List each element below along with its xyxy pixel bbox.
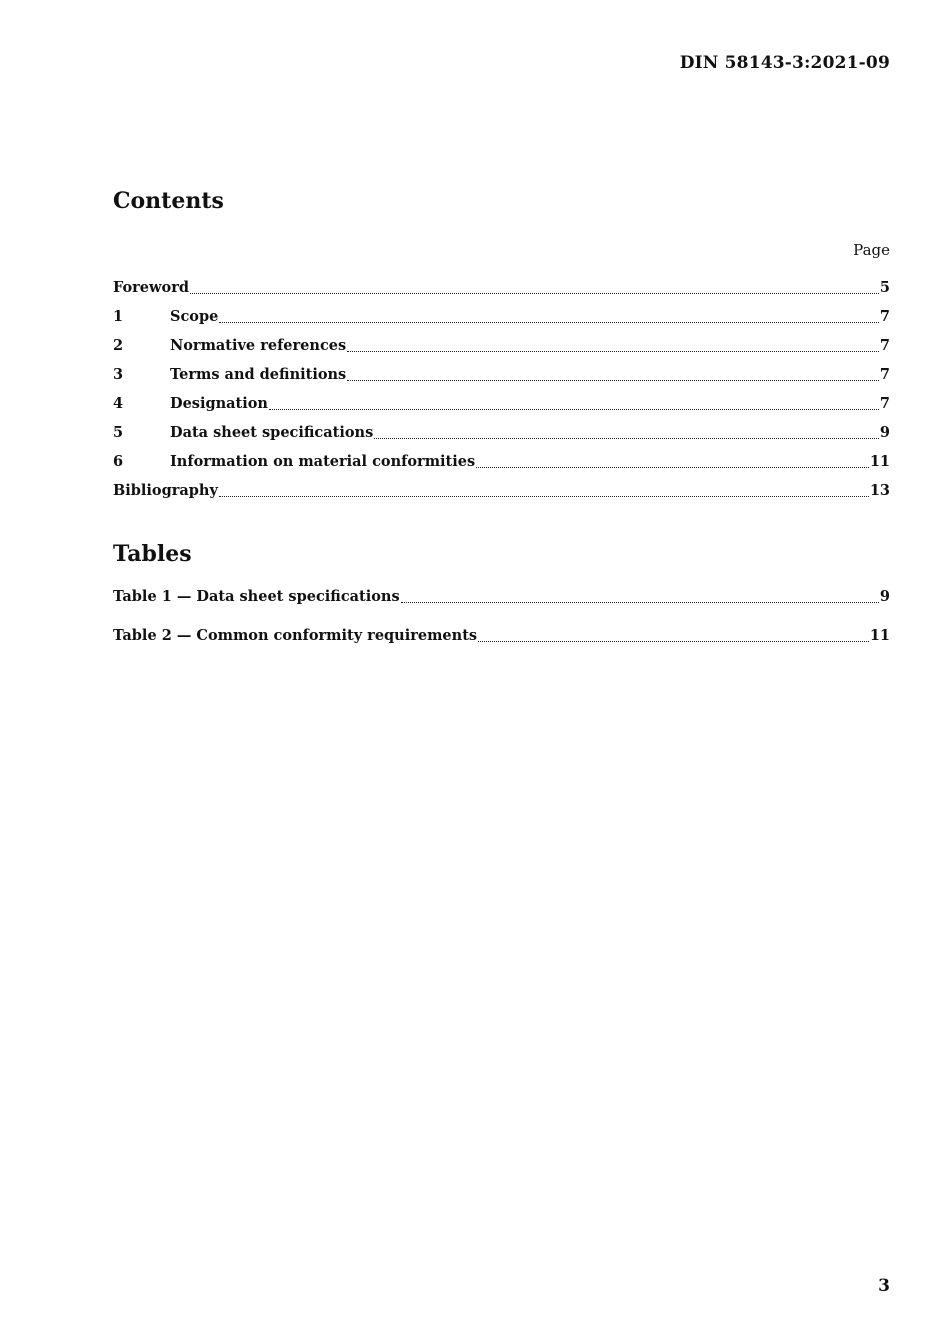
toc-entry-designation[interactable]: [113, 395, 890, 415]
toc-entry-terms-and-definitions[interactable]: [113, 366, 890, 386]
toc-entry-number: 5: [113, 424, 124, 441]
page-column-label: Page: [853, 241, 890, 259]
table-entry-page: 11: [869, 627, 890, 644]
toc-entry-title: Information on material conformities: [170, 453, 476, 470]
toc-entry-title: Scope: [170, 308, 219, 325]
toc-entry-title: Normative references: [170, 337, 347, 354]
toc-entry-number: 1: [113, 308, 124, 325]
document-id: DIN 58143-3:2021-09: [679, 53, 890, 73]
toc-entry-foreword[interactable]: [113, 279, 890, 299]
leader-dots: [269, 397, 879, 410]
tables-heading: Tables: [113, 541, 192, 567]
toc-entry-normative-references[interactable]: [113, 337, 890, 357]
toc-entry-page: 7: [879, 366, 890, 383]
toc-entry-page: 13: [869, 482, 890, 499]
toc-entry-number: 6: [113, 453, 124, 470]
toc-entry-title: Terms and definitions: [170, 366, 347, 383]
toc-entry-bibliography[interactable]: [113, 482, 890, 502]
toc-entry-title: Bibliography: [113, 482, 218, 499]
toc-entry-page: 11: [869, 453, 890, 470]
leader-dots: [219, 310, 879, 323]
toc-entry-page: 7: [879, 308, 890, 325]
leader-dots: [401, 590, 879, 603]
toc-entry-material-conformities[interactable]: [113, 453, 890, 473]
toc-entry-title: Foreword: [113, 279, 189, 296]
leader-dots: [190, 281, 879, 294]
leader-dots: [347, 368, 879, 381]
page-number: 3: [878, 1276, 890, 1296]
table-entry-2[interactable]: [113, 627, 890, 647]
toc-entry-page: 9: [879, 424, 890, 441]
toc-entry-page: 7: [879, 337, 890, 354]
leader-dots: [347, 339, 879, 352]
toc-entry-page: 7: [879, 395, 890, 412]
toc-entry-page: 5: [879, 279, 890, 296]
table-entry-title: Table 1 — Data sheet specifications: [113, 588, 400, 605]
leader-dots: [476, 455, 869, 468]
toc-entry-scope[interactable]: [113, 308, 890, 328]
leader-dots: [478, 629, 869, 642]
leader-dots: [374, 426, 879, 439]
toc-entry-title: Designation: [170, 395, 268, 412]
table-entry-title: Table 2 — Common conformity requirements: [113, 627, 478, 644]
toc-entry-title: Data sheet specifications: [170, 424, 374, 441]
toc-entry-number: 4: [113, 395, 124, 412]
toc-entry-number: 2: [113, 337, 124, 354]
toc-entry-number: 3: [113, 366, 124, 383]
toc-entry-data-sheet-specifications[interactable]: [113, 424, 890, 444]
leader-dots: [219, 484, 869, 497]
table-entry-1[interactable]: [113, 588, 890, 608]
contents-heading: Contents: [113, 188, 224, 214]
table-entry-page: 9: [879, 588, 890, 605]
